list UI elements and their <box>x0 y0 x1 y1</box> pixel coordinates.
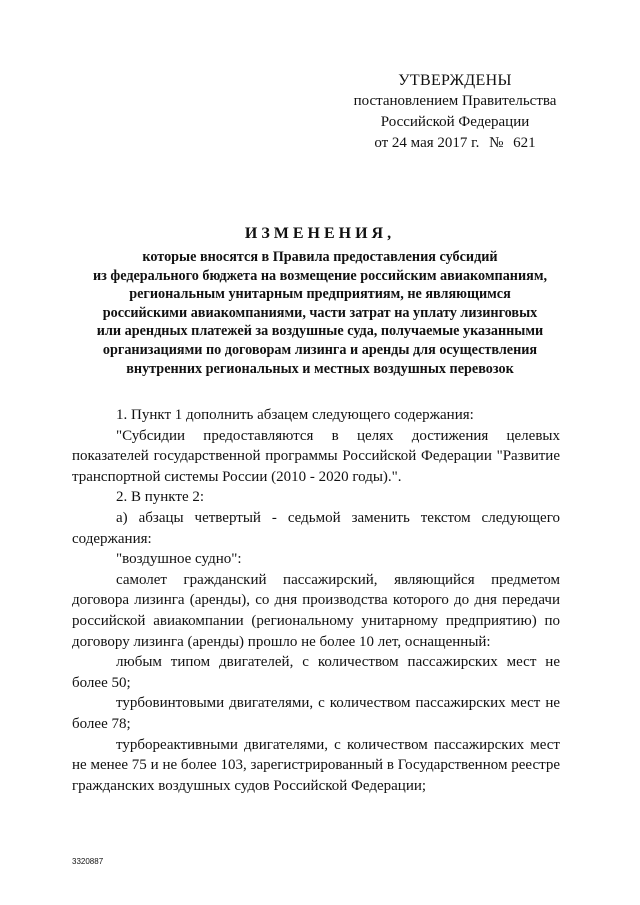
subtitle-line: организациями по договорам лизинга и аренды для осуществления <box>102 341 538 358</box>
subtitle-line: внутренних региональных и местных воздушных перевозок <box>126 360 514 377</box>
document-subtitle <box>60 248 580 378</box>
document-title: ИЗМЕНЕНИЯ, <box>244 225 396 242</box>
approval-date: от 24 мая 2017 г. <box>374 135 480 151</box>
subtitle-line: из федерального бюджета на возмещение российским авиакомпаниям, <box>92 267 548 284</box>
paragraph-subitem-a: а) абзацы четвертый - седьмой заменить текстом следующего содержания: <box>72 509 560 547</box>
subtitle-line: региональным унитарным предприятиям, не являющимся <box>129 286 511 303</box>
subtitle-line: которые вносятся в Правила предоставления субсидий <box>142 249 498 265</box>
paragraph-item-1: 1. Пункт 1 дополнить абзацем следующего содержания: <box>116 407 474 423</box>
approval-date-line <box>330 133 580 154</box>
paragraph-any-engine: любым типом двигателей, с количеством пассажирских мест не более 50; <box>72 654 560 691</box>
subtitle-line: или арендных платежей за воздушные суда, получаемые указанными <box>96 323 544 340</box>
approval-heading: УТВЕРЖДЕНЫ <box>398 72 512 89</box>
approval-line-federation: Российской Федерации <box>380 114 530 130</box>
approval-line-government: постановлением Правительства <box>353 93 557 109</box>
document-body <box>72 405 560 796</box>
paragraph-term-aircraft: "воздушное судно": <box>116 551 242 568</box>
approval-number: 621 <box>513 135 536 151</box>
paragraph-item-2: 2. В пункте 2: <box>116 489 205 506</box>
paragraph-turboprop: турбовинтовыми двигателями, с количеством пассажирских мест не более 78; <box>72 695 560 732</box>
approval-number-sign: № <box>489 135 504 151</box>
document-code: 3320887 <box>72 857 104 866</box>
paragraph-quote-subsidies: "Субсидии предоставляются в целях достижения целевых показателей государственной программы Российской Федерации "Развитие транспортной системы России (2010 - 2020 годы).". <box>72 427 560 485</box>
subtitle-line: российскими авиакомпаниями, части затрат на уплату лизинговых <box>102 304 538 321</box>
paragraph-turbojet: турбореактивными двигателями, с количеством пассажирских мест не менее 75 и не более 103, зарегистрированный в Государственном реестре гражданских воздушных судов Российской Федерации; <box>72 736 560 794</box>
approval-block <box>330 70 580 154</box>
paragraph-aircraft-definition: самолет гражданский пассажирский, являющийся предметом договора лизинга (аренды), со дня производства которого до дня передачи российской авиакомпании (региональному унитарному предприятию) по договору лизинга (аренды) прошло не более 10 лет, оснащенный: <box>72 571 560 650</box>
